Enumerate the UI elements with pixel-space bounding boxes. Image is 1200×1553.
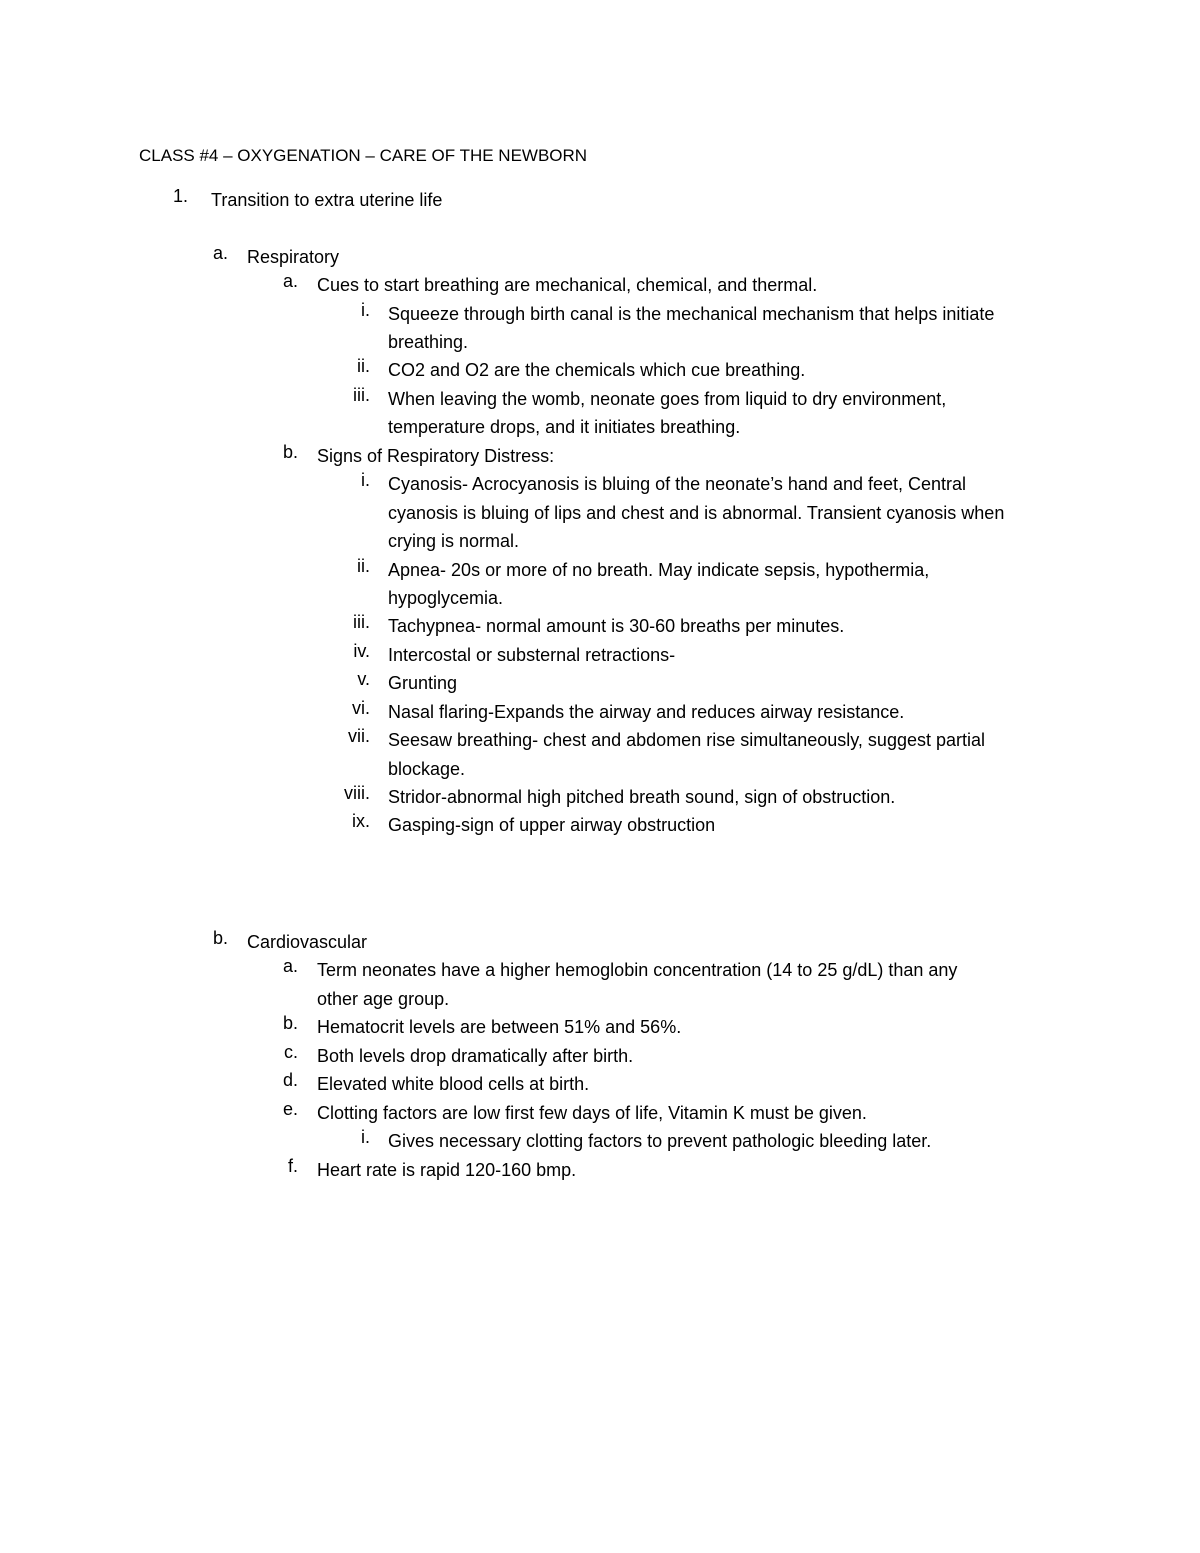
list-marker: ii. — [357, 556, 370, 576]
list-marker: viii. — [344, 783, 370, 803]
subsection-heading-cardiovascular: Cardiovascular — [247, 932, 368, 952]
list-marker: b. — [282, 1013, 298, 1033]
distress-item: Grunting — [388, 673, 458, 693]
distress-item: crying is normal. — [388, 531, 520, 551]
cardio-subitem: Gives necessary clotting factors to prevent pathologic bleeding later. — [388, 1131, 932, 1151]
list-marker: vi. — [352, 698, 370, 718]
distress-item: cyanosis is bluing of lips and chest and is abnormal. Transient cyanosis when — [388, 503, 1005, 523]
cardio-item: Heart rate is rapid 120-160 bmp. — [317, 1160, 577, 1180]
list-marker: iv. — [353, 641, 370, 661]
distress-item: Nasal flaring-Expands the airway and reduces airway resistance. — [388, 702, 905, 722]
list-marker: e. — [282, 1099, 298, 1119]
cardio-item: Elevated white blood cells at birth. — [317, 1074, 590, 1094]
distress-item: Gasping-sign of upper airway obstruction — [388, 815, 716, 835]
cardio-item: other age group. — [317, 989, 450, 1009]
list-marker: b. — [282, 442, 298, 462]
distress-heading: Signs of Respiratory Distress: — [317, 446, 555, 466]
cue-item: When leaving the womb, neonate goes from liquid to dry environment, — [388, 389, 947, 409]
list-marker: vii. — [348, 726, 370, 746]
distress-item: Tachypnea- normal amount is 30-60 breaths per minutes. — [388, 616, 845, 636]
list-marker: a. — [282, 271, 298, 291]
distress-item: Apnea- 20s or more of no breath. May indicate sepsis, hypothermia, — [388, 560, 930, 580]
distress-item: Stridor-abnormal high pitched breath sound, sign of obstruction. — [388, 787, 896, 807]
distress-item: hypoglycemia. — [388, 588, 504, 608]
list-marker: i. — [361, 470, 370, 490]
distress-item: Seesaw breathing- chest and abdomen rise simultaneously, suggest partial — [388, 730, 986, 750]
document-title: CLASS #4 – OXYGENATION – CARE OF THE NEWBORN — [139, 146, 588, 165]
list-marker: c. — [283, 1042, 298, 1062]
list-marker: ii. — [357, 356, 370, 376]
list-marker: d. — [282, 1070, 298, 1090]
distress-item: blockage. — [388, 759, 466, 779]
list-marker: f. — [287, 1156, 298, 1176]
list-marker: iii. — [353, 385, 370, 405]
cue-item: temperature drops, and it initiates breathing. — [388, 417, 741, 437]
list-marker: iii. — [353, 612, 370, 632]
list-marker: v. — [357, 669, 370, 689]
list-marker: b. — [212, 928, 228, 948]
list-marker: 1. — [172, 186, 188, 206]
cue-item: Squeeze through birth canal is the mechanical mechanism that helps initiate — [388, 304, 995, 324]
list-marker: i. — [361, 1127, 370, 1147]
cardio-item: Both levels drop dramatically after birth. — [317, 1046, 634, 1066]
list-marker: a. — [212, 243, 228, 263]
list-marker: a. — [282, 956, 298, 976]
cue-item: breathing. — [388, 332, 469, 352]
distress-item: Cyanosis- Acrocyanosis is bluing of the neonate’s hand and feet, Central — [388, 474, 967, 494]
cardio-item: Term neonates have a higher hemoglobin concentration (14 to 25 g/dL) than any — [317, 960, 958, 980]
cardio-item: Hematocrit levels are between 51% and 56%. — [317, 1017, 682, 1037]
list-marker: ix. — [352, 811, 370, 831]
list-marker: i. — [361, 300, 370, 320]
cues-text: Cues to start breathing are mechanical, chemical, and thermal. — [317, 275, 818, 295]
distress-item: Intercostal or substernal retractions- — [388, 645, 676, 665]
section-heading-transition: Transition to extra uterine life — [211, 190, 443, 210]
cardio-item: Clotting factors are low first few days of life, Vitamin K must be given. — [317, 1103, 867, 1123]
cue-item: CO2 and O2 are the chemicals which cue breathing. — [388, 360, 806, 380]
subsection-heading-respiratory: Respiratory — [247, 247, 340, 267]
